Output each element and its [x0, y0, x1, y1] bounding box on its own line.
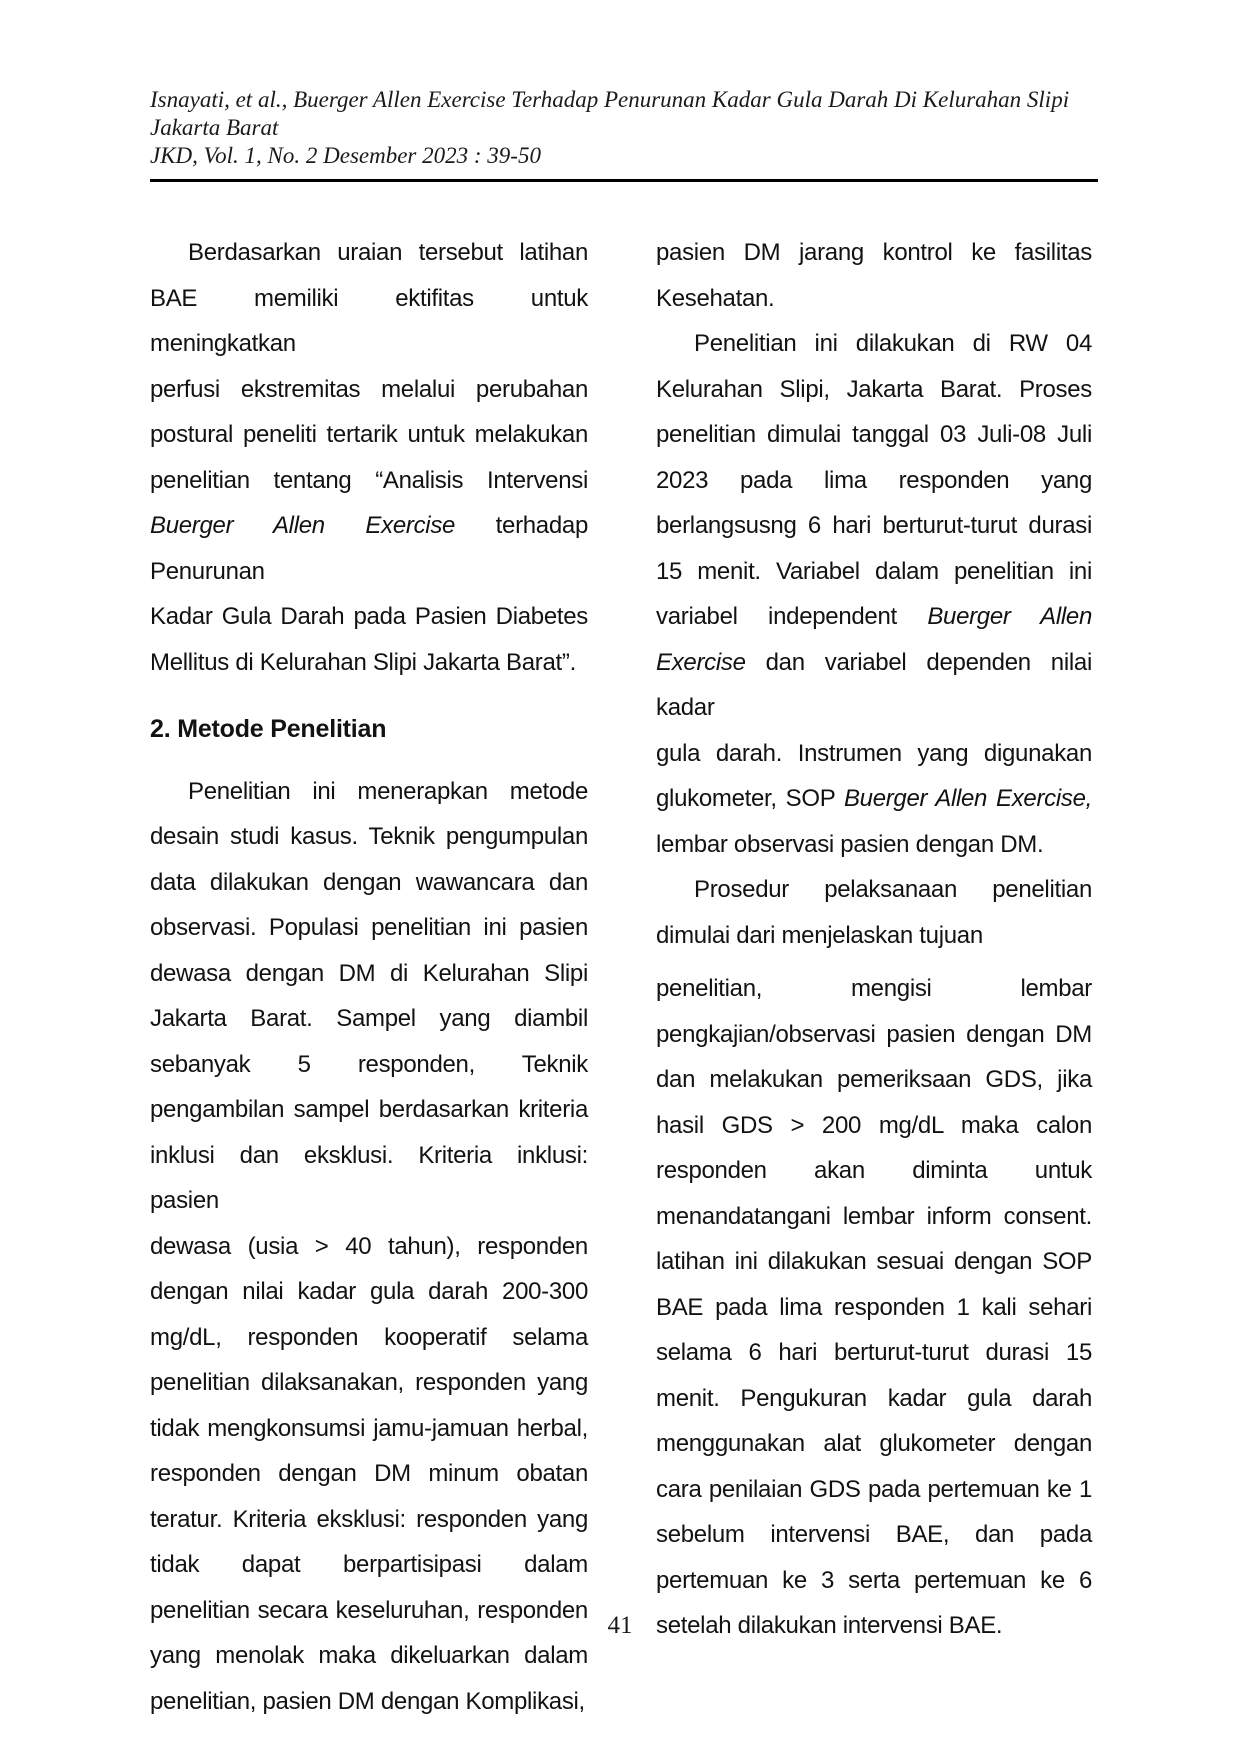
text-segment: Mellitus di Kelurahan Slipi Jakarta Barat”.: [150, 648, 576, 676]
text-segment: menggunakan alat glukometer dengan: [656, 1430, 1092, 1457]
text-line: [656, 1057, 1092, 1103]
text-segment: dan melakukan pemeriksaan GDS, jika: [656, 1066, 1092, 1093]
text-segment: Penelitian ini menerapkan metode: [188, 777, 588, 805]
text-segment: postural peneliti tertarik untuk melakukan: [150, 421, 588, 448]
text-line: [656, 1012, 1092, 1058]
text-segment: terhadap Penurunan: [150, 512, 588, 585]
text-line: [150, 1042, 588, 1088]
text-line: [656, 1558, 1092, 1604]
text-line: [150, 367, 588, 413]
text-line: [150, 1451, 588, 1497]
page-footer: [0, 1612, 1240, 1640]
text-line: [656, 867, 1092, 913]
text-segment: Berdasarkan uraian tersebut latihan: [188, 239, 588, 266]
text-line: [150, 276, 588, 367]
text-segment: glukometer, SOP: [656, 785, 844, 812]
text-line: [150, 1133, 588, 1224]
text-segment: penelitian tentang “Analisis Intervensi: [150, 466, 588, 494]
text-line: [150, 230, 588, 276]
text-line: [656, 1239, 1092, 1285]
text-line: [656, 367, 1092, 413]
text-segment: BAE pada lima responden 1 kali sehari: [656, 1293, 1092, 1321]
text-line: [656, 1467, 1092, 1513]
text-segment: responden dengan DM minum obatan: [150, 1460, 588, 1487]
text-segment: yang menolak maka dikeluarkan dalam: [150, 1642, 588, 1669]
text-line: [150, 951, 588, 997]
text-segment: responden akan diminta untuk: [656, 1157, 1092, 1184]
text-segment: Jakarta Barat. Sampel yang diambil: [150, 1005, 588, 1032]
text-line: [656, 1376, 1092, 1422]
running-header-authors-title: Isnayati, et al., Buerger Allen Exercise Terhadap Penurunan Kadar Gula Darah Di Kelurahan Slipi: [150, 87, 1070, 112]
text-line: [656, 1194, 1092, 1240]
journal-citation: JKD, Vol. 1, No. 2 Desember 2023 : 39-50: [150, 143, 541, 168]
text-segment: penelitian, pasien DM dengan Komplikasi,: [150, 1687, 585, 1715]
italic-text-segment: Buerger Allen Exercise,: [843, 785, 1092, 812]
text-segment: 2. Metode Penelitian: [150, 715, 387, 743]
text-line: [656, 230, 1092, 276]
text-segment: sebelum intervensi BAE, dan pada: [656, 1521, 1092, 1548]
text-line: [150, 1542, 588, 1588]
text-segment: gula darah. Instrumen yang digunakan: [656, 739, 1092, 767]
running-header: [150, 86, 1150, 170]
left-column: [150, 230, 588, 1724]
text-segment: cara penilaian GDS pada pertemuan ke 1: [656, 1475, 1092, 1503]
text-segment: BAE memiliki ektifitas untuk meningkatkan: [150, 284, 588, 357]
text-segment: menandatangani lembar inform consent.: [656, 1202, 1092, 1230]
text-line: [656, 412, 1092, 458]
text-line: [656, 549, 1092, 595]
text-segment: dengan nilai kadar gula darah 200-300: [150, 1278, 588, 1305]
text-segment: berlangsusng 6 hari berturut-turut durasi: [656, 512, 1092, 539]
text-segment: tidak dapat berpartisipasi dalam: [150, 1551, 588, 1578]
section-heading: [150, 707, 588, 753]
text-line: [656, 1148, 1092, 1194]
page-number: 41: [607, 1612, 633, 1639]
text-segment: sebanyak 5 responden, Teknik: [150, 1050, 588, 1078]
text-segment: observasi. Populasi penelitian ini pasien: [150, 914, 588, 941]
text-line: [150, 769, 588, 815]
text-segment: menit. Pengukuran kadar gula darah: [656, 1384, 1092, 1412]
text-segment: data dilakukan dengan wawancara dan: [150, 868, 588, 896]
text-line: [656, 776, 1092, 822]
text-segment: penelitian dilaksanakan, responden yang: [150, 1369, 588, 1396]
text-line: [656, 321, 1092, 367]
text-segment: Penelitian ini dilakukan di RW 04: [694, 330, 1092, 357]
text-segment: pertemuan ke 3 serta pertemuan ke 6: [656, 1566, 1092, 1594]
text-segment: teratur. Kriteria eksklusi: responden yang: [150, 1505, 588, 1533]
text-segment: setelah dilakukan intervensi BAE.: [656, 1612, 1003, 1639]
text-segment: pengambilan sampel berdasarkan kriteria: [150, 1096, 588, 1123]
text-line: [150, 1360, 588, 1406]
text-segment: Prosedur pelaksanaan penelitian: [694, 876, 1092, 903]
text-segment: lembar observasi pasien dengan DM.: [656, 830, 1044, 858]
italic-text-segment: Buerger Allen Exercise: [150, 512, 456, 539]
header-divider: [150, 179, 1098, 182]
text-segment: tidak mengkonsumsi jamu-jamuan herbal,: [150, 1414, 588, 1442]
text-segment: hasil GDS > 200 mg/dL maka calon: [656, 1111, 1092, 1139]
text-segment: dewasa dengan DM di Kelurahan Slipi: [150, 959, 588, 987]
text-segment: 2023 pada lima responden yang: [656, 466, 1092, 494]
italic-text-segment: Exercise: [656, 648, 746, 676]
text-segment: desain studi kasus. Teknik pengumpulan: [150, 823, 588, 850]
text-line: [150, 814, 588, 860]
text-line: [150, 1224, 588, 1270]
text-segment: pasien DM jarang kontrol ke fasilitas: [656, 239, 1092, 266]
right-column: [656, 230, 1092, 1649]
text-line: [150, 1315, 588, 1361]
text-line: [656, 276, 1092, 322]
text-segment: perfusi ekstremitas melalui perubahan: [150, 375, 588, 403]
text-line: [150, 503, 588, 594]
text-line: [656, 503, 1092, 549]
text-segment: dimulai dari menjelaskan tujuan: [656, 921, 983, 949]
text-line: [150, 905, 588, 951]
text-line: [656, 822, 1092, 868]
text-segment: penelitian, mengisi lembar: [656, 975, 1092, 1002]
text-segment: Kesehatan.: [656, 284, 775, 312]
text-segment: variabel independent: [656, 603, 928, 630]
text-segment: dewasa (usia > 40 tahun), responden: [150, 1232, 588, 1260]
text-line: [656, 1421, 1092, 1467]
text-segment: mg/dL, responden kooperatif selama: [150, 1323, 588, 1351]
text-line: [150, 1269, 588, 1315]
text-line: [150, 996, 588, 1042]
text-segment: penelitian dimulai tanggal 03 Juli-08 Juli: [656, 421, 1092, 448]
text-segment: 15 menit. Variabel dalam penelitian ini: [656, 557, 1092, 585]
text-segment: latihan ini dilakukan sesuai dengan SOP: [656, 1248, 1092, 1275]
text-line: [656, 966, 1092, 1012]
text-line: [656, 731, 1092, 777]
text-line: [150, 458, 588, 504]
text-segment: Kadar Gula Darah pada Pasien Diabetes: [150, 603, 588, 630]
italic-text-segment: Buerger Allen: [927, 603, 1092, 630]
text-line: [656, 1330, 1092, 1376]
text-line: [150, 1679, 588, 1725]
text-line: [150, 640, 588, 686]
text-segment: dan variabel dependen nilai kadar: [656, 648, 1092, 721]
text-line: [150, 412, 588, 458]
text-line: [656, 1512, 1092, 1558]
text-line: [150, 1497, 588, 1543]
text-line: [656, 594, 1092, 640]
text-line: [150, 594, 588, 640]
text-line: [656, 640, 1092, 731]
text-line: [150, 1087, 588, 1133]
text-line: [656, 1285, 1092, 1331]
text-line: [150, 860, 588, 906]
text-segment: Kelurahan Slipi, Jakarta Barat. Proses: [656, 375, 1092, 403]
text-line: [150, 1406, 588, 1452]
text-line: [656, 913, 1092, 959]
running-header-title-continued: Jakarta Barat: [150, 115, 279, 140]
text-segment: selama 6 hari berturut-turut durasi 15: [656, 1339, 1092, 1366]
text-segment: inklusi dan eksklusi. Kriteria inklusi: pasien: [150, 1141, 588, 1214]
text-line: [656, 1103, 1092, 1149]
text-segment: penelitian secara keseluruhan, responden: [150, 1596, 588, 1624]
text-segment: pengkajian/observasi pasien dengan DM: [656, 1020, 1092, 1048]
text-line: [656, 458, 1092, 504]
